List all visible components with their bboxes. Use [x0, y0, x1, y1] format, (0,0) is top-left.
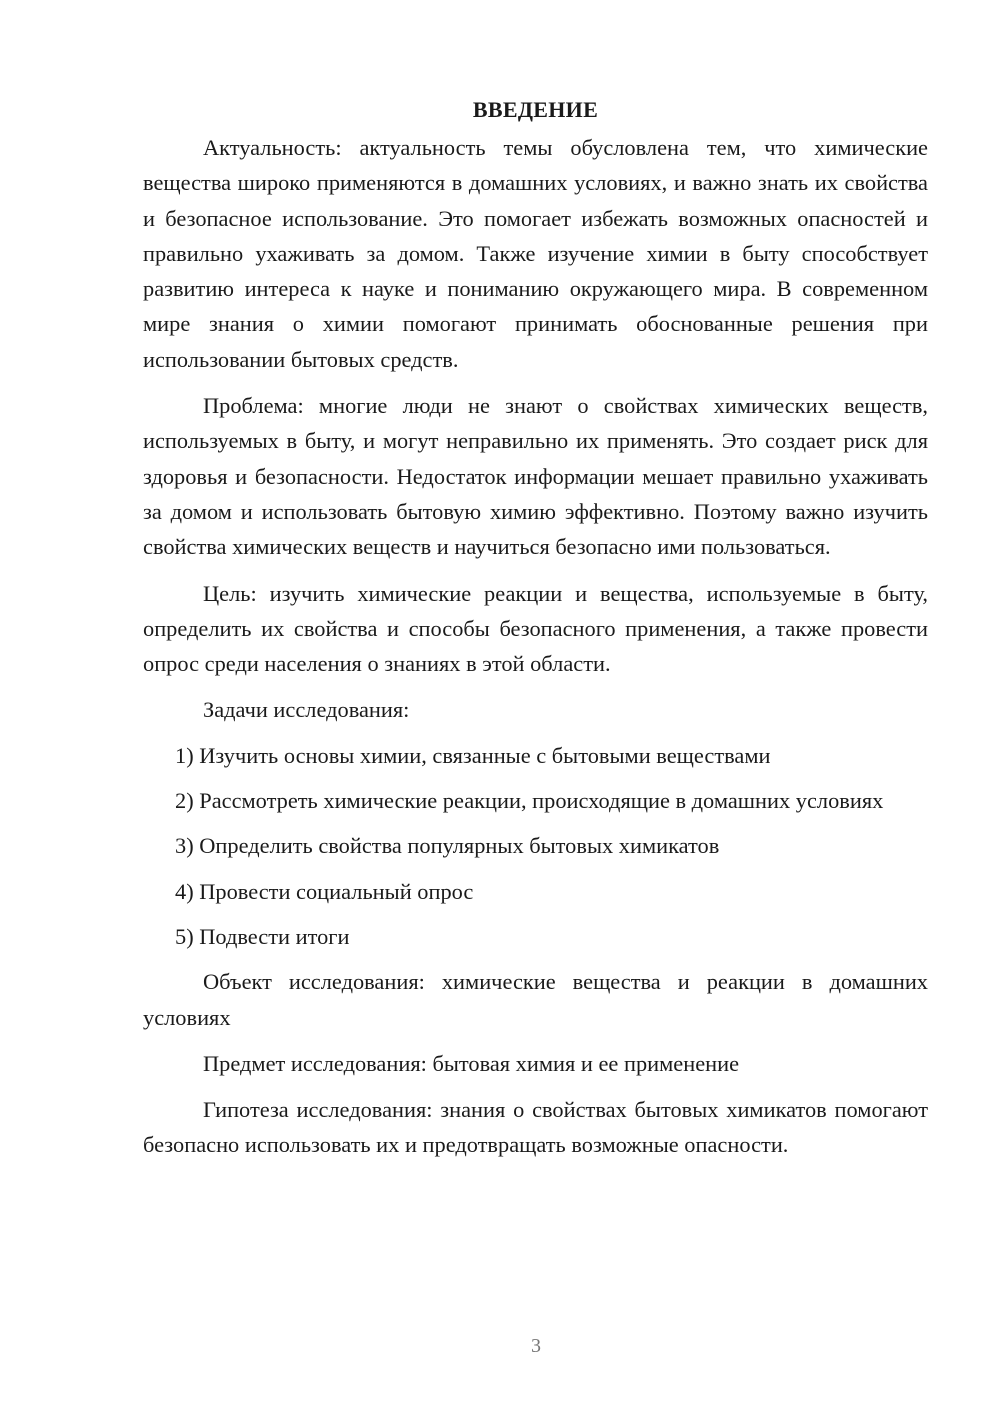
task-item-3: 3) Определить свойства популярных бытовых химикатов	[175, 833, 720, 859]
section-title: ВВЕДЕНИЕ	[472, 97, 599, 122]
page-content	[143, 92, 928, 1174]
task-item-4: 4) Провести социальный опрос	[175, 878, 474, 904]
tasks-heading: Задачи исследования:	[203, 697, 410, 723]
task-item-5: 5) Подвести итоги	[175, 923, 350, 949]
paragraph-goal: Цель: изучить химические реакции и вещества, используемые в быту, определить их свойства и способы безопасного применения, а также провести опрос среди населения о знаниях в этой области.	[143, 580, 928, 677]
page-number: 3	[531, 1335, 541, 1357]
task-item-2: 2) Рассмотреть химические реакции, происходящие в домашних условиях	[175, 788, 884, 814]
paragraph-hypothesis: Гипотеза исследования: знания о свойствах бытовых химикатов помогают безопасно использовать их и предотвращать возможные опасности.	[143, 1097, 928, 1158]
paragraph-relevance: Актуальность: актуальность темы обусловлена тем, что химические вещества широко применяются в домашних условиях, и важно знать их свойства и безопасное использование. Это помогает избежать возможных опасностей и правильно ухаживать за домом. Также изучение химии в быту способствует развитию интереса к науке и пониманию окружающего мира. В современном мире знания о химии помогают принимать обоснованные решения при использовании бытовых средств.	[143, 135, 928, 372]
paragraph-problem: Проблема: многие люди не знают о свойствах химических веществ, используемых в быту, и могут неправильно их применять. Это создает риск для здоровья и безопасности. Недостаток информации мешает правильно ухаживать за домом и использовать бытовую химию эффективно. Поэтому важно изучить свойства химических веществ и научиться безопасно ими пользоваться.	[143, 393, 928, 560]
paragraph-object: Объект исследования: химические вещества и реакции в домашних условиях	[143, 969, 928, 1030]
task-item-1: 1) Изучить основы химии, связанные с бытовыми веществами	[175, 742, 771, 768]
paragraph-subject: Предмет исследования: бытовая химия и ее применение	[203, 1050, 740, 1076]
